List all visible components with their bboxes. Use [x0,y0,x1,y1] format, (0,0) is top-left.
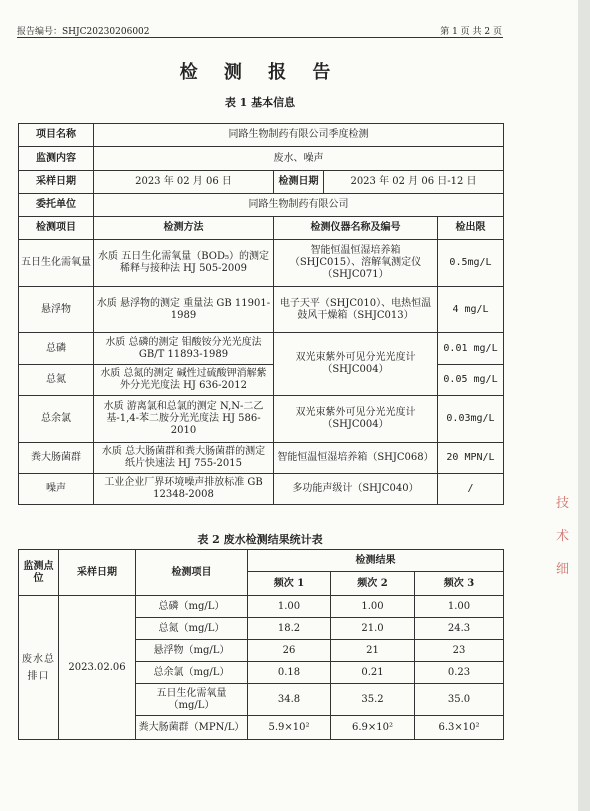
limit-chlorine: 0.03mg/L [438,396,504,443]
item-tp: 总磷 [19,333,94,365]
col-header-item: 检测项目 [19,217,94,240]
report-title: 检 测 报 告 [179,62,341,83]
freq-2-header: 频次 2 [331,572,415,596]
method-noise: 工业企业厂界环境噪声排放标准 GB 12348-2008 [94,474,274,505]
page-indicator: 第 1 页 共 2 页 [440,27,502,37]
sampling-date: 2023.02.06 [59,596,136,740]
result-value: 0.23 [415,662,504,684]
result-value: 21 [331,640,415,662]
col-header-date: 采样日期 [59,550,136,596]
col-header-method: 检测方法 [94,217,274,240]
limit-ss: 4 mg/L [438,287,504,333]
testing-date-label: 检测日期 [274,171,324,194]
method-chlorine: 水质 游离氯和总氯的测定 N,N-二乙基-1,4-苯二胺分光光度法 HJ 586-2010 [94,396,274,443]
sampling-point: 废水总排口 [19,596,59,740]
col-header-limit: 检出限 [438,217,504,240]
method-tn: 水质 总氮的测定 碱性过硫酸钾消解紫外分光光度法 HJ 636-2012 [94,365,274,396]
result-value: 1.00 [415,596,504,618]
result-value: 5.9×10² [248,716,331,740]
result-value: 26 [248,640,331,662]
result-value: 0.21 [331,662,415,684]
limit-tp: 0.01 mg/L [438,333,504,365]
col-header-instrument: 检测仪器名称及编号 [274,217,438,240]
limit-bod5: 0.5mg/L [438,240,504,287]
instrument-ss: 电子天平（SHJC010）、电热恒温鼓风干燥箱（SHJC013） [274,287,438,333]
item-noise: 噪声 [19,474,94,505]
instrument-coliform: 智能恒温恒湿培养箱（SHJC068） [274,443,438,474]
header-rule [17,37,503,38]
method-bod5: 水质 五日生化需氧量（BOD₅）的测定 稀释与接种法 HJ 505-2009 [94,240,274,287]
content-value: 废水、噪声 [94,147,504,171]
wastewater-results-table [18,549,504,740]
page-edge [578,0,590,811]
method-ss: 水质 悬浮物的测定 重量法 GB 11901-1989 [94,287,274,333]
method-coliform: 水质 总大肠菌群和粪大肠菌群的测定 纸片快速法 HJ 755-2015 [94,443,274,474]
limit-tn: 0.05 mg/L [438,365,504,396]
freq-3-header: 频次 3 [415,572,504,596]
basic-info-table [18,123,504,505]
instrument-chlorine: 双光束紫外可见分光光度计（SHJC004） [274,396,438,443]
result-value: 23 [415,640,504,662]
instrument-bod5: 智能恒温恒湿培养箱（SHJC015）、溶解氧测定仪（SHJC071） [274,240,438,287]
result-item: 总氮（mg/L） [136,618,248,640]
result-value: 18.2 [248,618,331,640]
sampling-date-label: 采样日期 [19,171,94,194]
table2-caption: 表 2 废水检测结果统计表 [197,533,323,546]
method-tp: 水质 总磷的测定 钼酸铵分光光度法 GB/T 11893-1989 [94,333,274,365]
result-item: 粪大肠菌群（MPN/L） [136,716,248,740]
item-bod5: 五日生化需氧量 [19,240,94,287]
instrument-tp-tn: 双光束紫外可见分光光度计（SHJC004） [274,333,438,396]
item-coliform: 粪大肠菌群 [19,443,94,474]
result-item: 总余氯（mg/L） [136,662,248,684]
result-value: 24.3 [415,618,504,640]
limit-coliform: 20 MPN/L [438,443,504,474]
client-value: 同路生物制药有限公司 [94,194,504,217]
limit-noise: / [438,474,504,505]
official-seal-fragment: 技 术 细 [556,496,570,577]
testing-date-value: 2023 年 02 月 06 日-12 日 [324,171,504,194]
result-item: 五日生化需氧量（mg/L） [136,684,248,716]
result-value: 35.2 [331,684,415,716]
result-value: 35.0 [415,684,504,716]
result-value: 0.18 [248,662,331,684]
sampling-date-value: 2023 年 02 月 06 日 [94,171,274,194]
client-label: 委托单位 [19,194,94,217]
result-value: 1.00 [248,596,331,618]
result-value: 6.3×10² [415,716,504,740]
result-item: 总磷（mg/L） [136,596,248,618]
result-value: 1.00 [331,596,415,618]
item-tn: 总氮 [19,365,94,396]
col-header-item: 检测项目 [136,550,248,596]
content-label: 监测内容 [19,147,94,171]
project-label: 项目名称 [19,124,94,147]
col-header-results: 检测结果 [248,550,504,572]
item-ss: 悬浮物 [19,287,94,333]
result-value: 21.0 [331,618,415,640]
result-value: 34.8 [248,684,331,716]
item-chlorine: 总余氯 [19,396,94,443]
col-header-point: 监测点位 [19,550,59,596]
instrument-noise: 多功能声级计（SHJC040） [274,474,438,505]
freq-1-header: 频次 1 [248,572,331,596]
report-number: 报告编号：SHJC20230206002 [17,27,150,37]
table1-caption: 表 1 基本信息 [224,96,296,109]
project-value: 同路生物制药有限公司季度检测 [94,124,504,147]
result-item: 悬浮物（mg/L） [136,640,248,662]
result-value: 6.9×10² [331,716,415,740]
